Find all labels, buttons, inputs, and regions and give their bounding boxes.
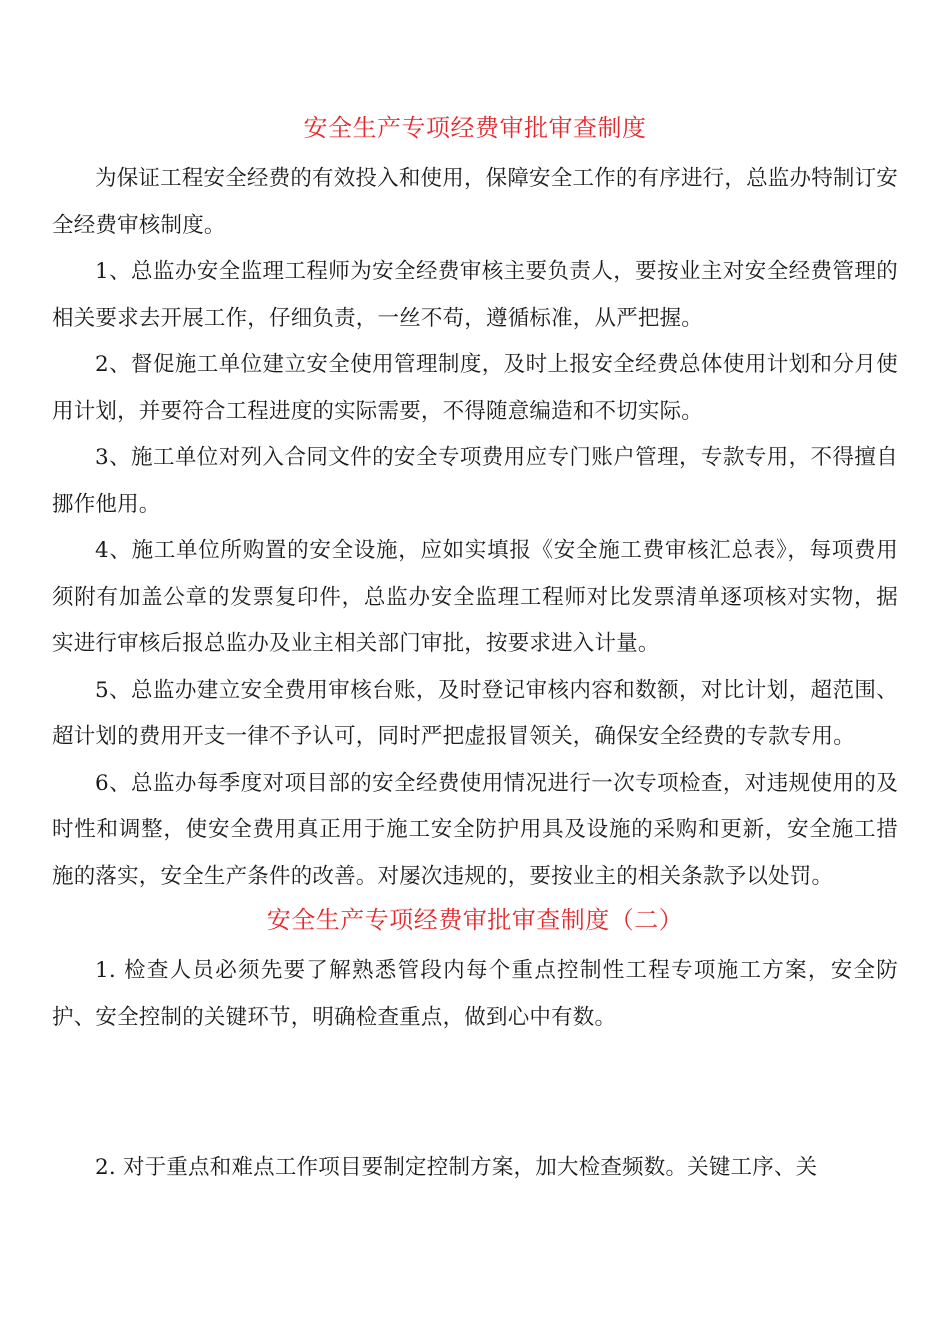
- document-page: [52, 108, 898, 1192]
- section-1-paragraph-4: 4、施工单位所购置的安全设施，应如实填报《安全施工费审核汇总表》，每项费用须附有加盖公章的发票复印件，总监办安全监理工程师对比发票清单逐项核对实物，据实进行审核后报总监办及业主相关部门审批，按要求进入计量。: [52, 538, 898, 656]
- section-1-title: 安全生产专项经费审批审查制度: [303, 114, 647, 142]
- section-1-paragraph-6: 6、总监办每季度对项目部的安全经费使用情况进行一次专项检查，对违规使用的及时性和调整，使安全费用真正用于施工安全防护用具及设施的采购和更新，安全施工措施的落实，安全生产条件的改善。对屡次违规的，要按业主的相关条款予以处罚。: [52, 770, 898, 889]
- section-2-title: 安全生产专项经费审批审查制度（二）: [266, 906, 684, 934]
- section-1-paragraph-intro: 为保证工程安全经费的有效投入和使用，保障安全工作的有序进行，总监办特制订安全经费审核制度。: [52, 166, 898, 238]
- section-1-paragraph-1: 1、总监办安全监理工程师为安全经费审核主要负责人，要按业主对安全经费管理的相关要求去开展工作，仔细负责，一丝不苟，遵循标准，从严把握。: [52, 259, 898, 331]
- section-2-paragraph-1: 1. 检查人员必须先要了解熟悉管段内每个重点控制性工程专项施工方案，安全防护、安全控制的关键环节，明确检查重点，做到心中有数。: [52, 958, 898, 1030]
- page-spacer: [52, 1041, 898, 1145]
- section-2-paragraph-2: 2. 对于重点和难点工作项目要制定控制方案，加大检查频数。关键工序、关: [95, 1155, 818, 1180]
- section-1-paragraph-2: 2、督促施工单位建立安全使用管理制度，及时上报安全经费总体使用计划和分月使用计划，并要符合工程进度的实际需要，不得随意编造和不切实际。: [52, 352, 898, 424]
- section-1-paragraph-3: 3、施工单位对列入合同文件的安全专项费用应专门账户管理，专款专用，不得擅自挪作他用。: [52, 445, 898, 517]
- section-1-paragraph-5: 5、总监办建立安全费用审核台账，及时登记审核内容和数额，对比计划，超范围、超计划的费用开支一律不予认可，同时严把虚报冒领关，确保安全经费的专款专用。: [52, 677, 898, 749]
